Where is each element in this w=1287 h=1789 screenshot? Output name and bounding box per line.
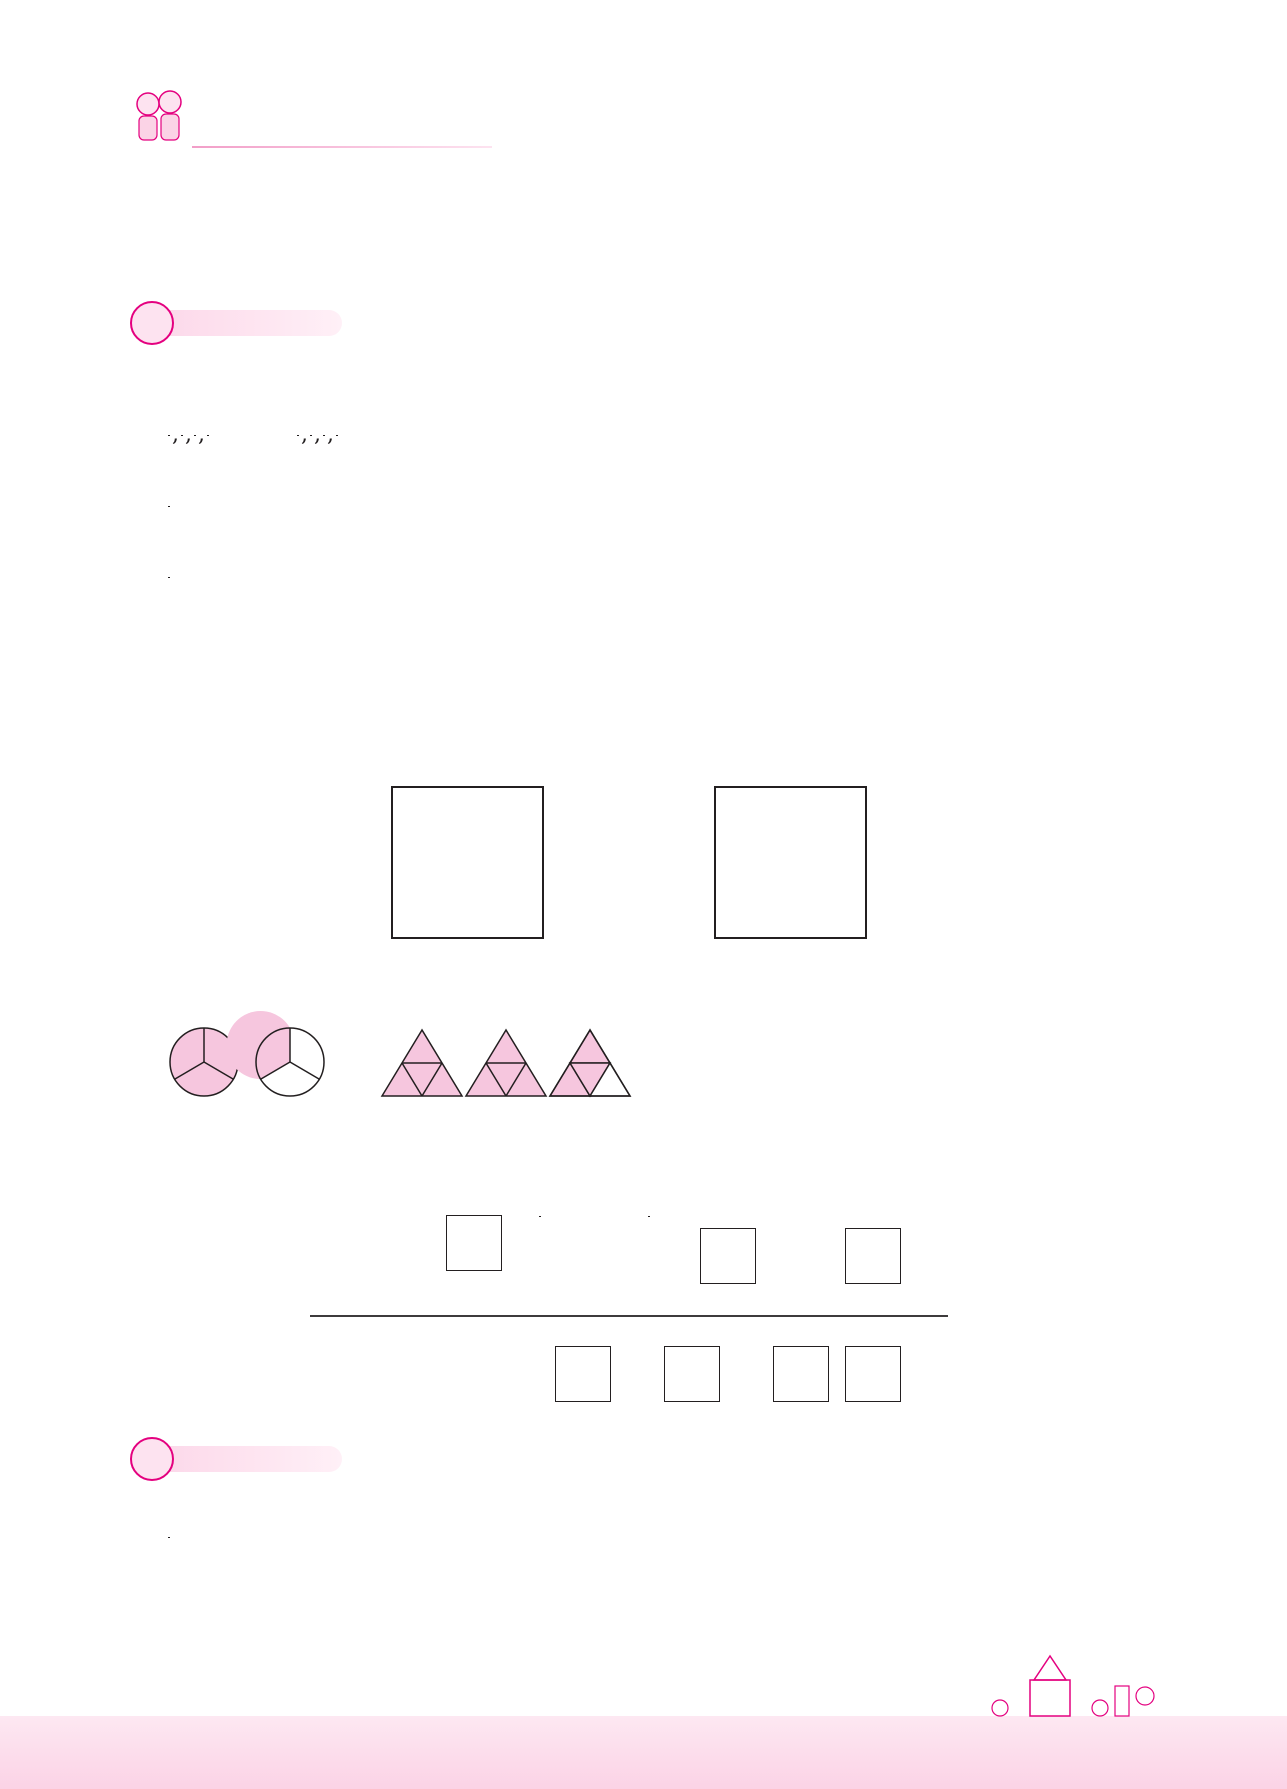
answer-box-top[interactable] xyxy=(446,1215,502,1271)
answer-box-bottom[interactable] xyxy=(664,1346,720,1402)
circle-figure-2 xyxy=(227,1011,324,1096)
q1-part2 xyxy=(166,491,410,521)
q1-part3 xyxy=(166,562,340,592)
triangle-figure-3 xyxy=(550,1030,630,1096)
answer-box-bottom[interactable] xyxy=(845,1346,901,1402)
footer-band xyxy=(0,1716,1287,1789)
header-divider xyxy=(192,146,492,148)
page-header xyxy=(130,88,500,148)
kids-mascot-icon xyxy=(130,88,190,146)
mascot-badge-icon xyxy=(130,301,174,345)
answer-box-bottom[interactable] xyxy=(773,1346,829,1402)
shaded-figures xyxy=(160,1010,1080,1110)
question-text xyxy=(166,1522,172,1552)
drawing-square[interactable] xyxy=(391,786,544,939)
castle-decoration-icon xyxy=(940,1650,1170,1720)
answer-box-top[interactable] xyxy=(845,1228,901,1284)
triangle-figure-1 xyxy=(382,1030,462,1096)
drawing-square[interactable] xyxy=(714,786,867,939)
given-fraction xyxy=(539,1216,541,1217)
given-fraction xyxy=(648,1216,650,1217)
triangle-figure-2 xyxy=(466,1030,546,1096)
section-bar xyxy=(150,1446,342,1472)
mascot-badge-icon xyxy=(130,1437,174,1481)
q1-part1: , , , , , , xyxy=(166,420,424,450)
section-bar xyxy=(150,310,342,336)
answer-box-top[interactable] xyxy=(700,1228,756,1284)
answer-box-bottom[interactable] xyxy=(555,1346,611,1402)
